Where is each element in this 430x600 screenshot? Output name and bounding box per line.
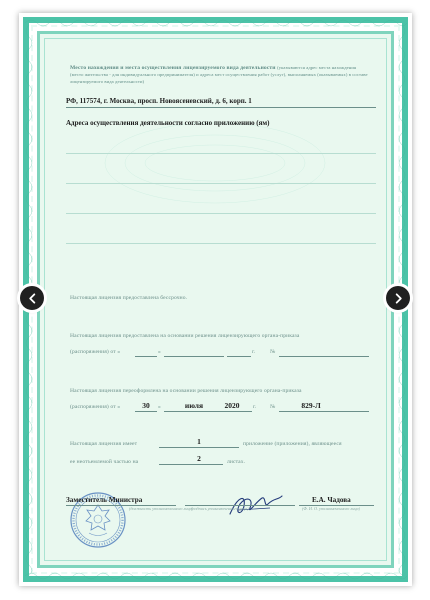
- appendix-count: 1: [197, 437, 201, 446]
- activity-addresses-text: Адреса осуществления деятельности согласно приложению (ям): [66, 119, 270, 127]
- basis-day-blank: [135, 356, 157, 357]
- basis-number-blank: [279, 356, 369, 357]
- reissue-close-quote: »: [158, 404, 161, 410]
- license-page: [19, 13, 412, 586]
- reissue-year-line: [222, 411, 252, 412]
- blank-line: [66, 183, 376, 184]
- blank-line: [66, 243, 376, 244]
- next-page-button[interactable]: [386, 286, 410, 310]
- reissue-day: 30: [142, 401, 150, 410]
- basis-number-label: №: [270, 349, 276, 355]
- appendix-prefix: Настоящая лицензия имеет: [70, 441, 138, 447]
- blank-line: [66, 213, 376, 214]
- reissue-year-suffix: г.: [253, 404, 257, 410]
- blank-line: [66, 153, 376, 154]
- reissue-month: июля: [184, 401, 204, 410]
- reissue-number-label: №: [270, 404, 276, 410]
- reissue-date-prefix: (распоряжения) от «: [70, 404, 121, 410]
- reissue-day-line: [135, 411, 157, 412]
- reissue-month-line: [164, 411, 224, 412]
- basis-month-blank: [164, 356, 224, 357]
- reissue-line: Настоящая лицензия переоформлена на основании решения лицензирующего органа-приказа: [70, 388, 302, 394]
- basis-date-prefix: (распоряжения) от «: [70, 349, 121, 355]
- position-note: (должность уполномоченного лица): [129, 506, 194, 511]
- sheets-count: 2: [197, 454, 201, 463]
- reissue-year: 2020: [224, 401, 240, 410]
- chevron-left-icon: [27, 293, 38, 304]
- sheets-count-line: [159, 464, 223, 465]
- signature-note: (подпись уполномоченного лица): [191, 506, 249, 511]
- chevron-right-icon: [393, 293, 404, 304]
- perpetual-text: Настоящая лицензия предоставлена бессрочно.: [70, 295, 188, 301]
- sheets-suffix: листах.: [227, 459, 246, 465]
- reissue-number: 829-Л: [301, 401, 321, 410]
- signer-name: Е.А. Чадова: [312, 496, 351, 504]
- signer-position: Заместитель Министра: [66, 496, 143, 504]
- address-underline: [66, 107, 376, 108]
- sheets-prefix: ее неотъемлемой частью на: [70, 459, 139, 465]
- appendix-count-line: [159, 447, 239, 448]
- basis-year-blank: [227, 356, 251, 357]
- address-text: РФ, 117574, г. Москва, просп. Новоясеневский, д. 6, корп. 1: [66, 97, 252, 105]
- appendix-suffix: приложение (приложения), являющееся: [243, 441, 342, 447]
- basis-year-suffix: г.: [252, 349, 256, 355]
- previous-page-button[interactable]: [20, 286, 44, 310]
- name-note: (Ф. И. О. уполномоченного лица): [302, 506, 360, 511]
- basis-close-quote: »: [158, 349, 161, 355]
- basis-line: Настоящая лицензия предоставлена на основании решения лицензирующего органа-приказа: [70, 333, 300, 339]
- reissue-number-line: [279, 411, 369, 412]
- place-header: Место нахождения и места осуществления лицензируемого вида деятельности (указываются адрес места нахождения (место жительства - для индивидуального предпринимателя) и адреса мест осуществления работ (услуг), выполняемых (оказываемых) в составе лицензируемого вида деятельности): [70, 65, 368, 84]
